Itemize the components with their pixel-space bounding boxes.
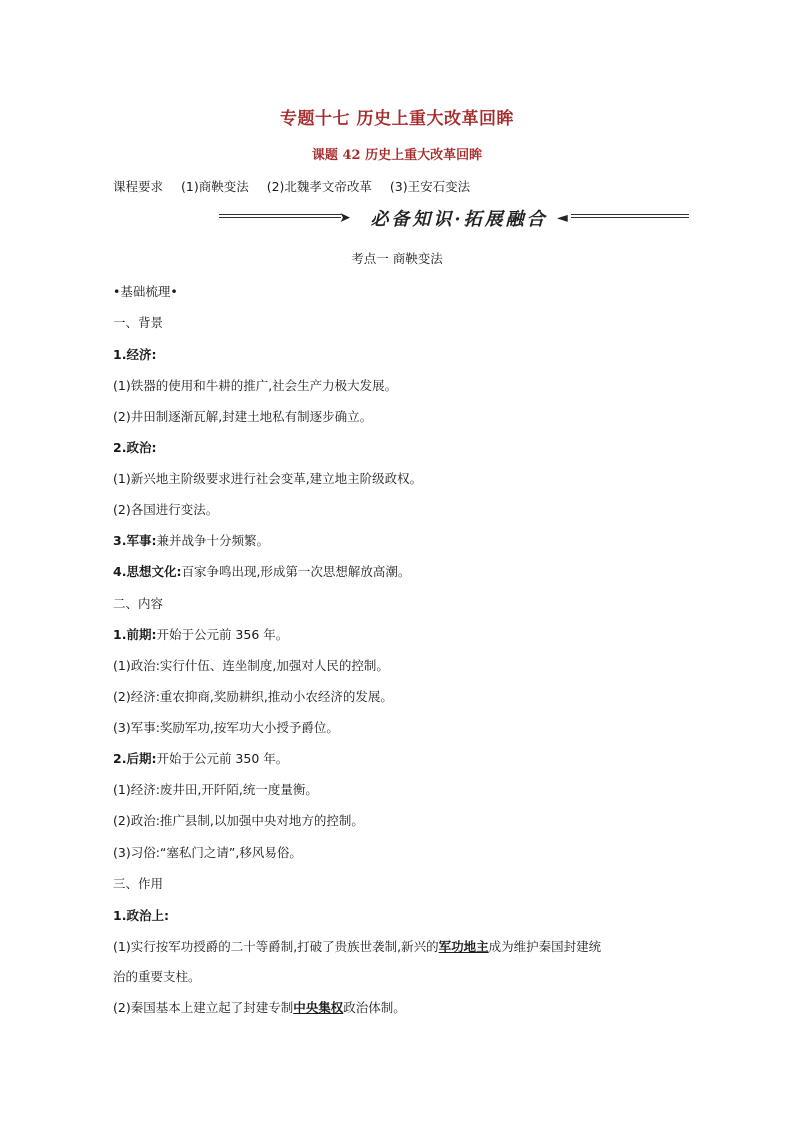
effect-1-text-a: (1)实行按军功授爵的二十等爵制,打破了贵族世袭制,新兴的 — [113, 939, 439, 954]
banner-rule-right — [571, 214, 689, 218]
politics-label: 2.政治: — [113, 440, 157, 455]
page-subtitle: 课题 42 历史上重大改革回眸 — [311, 148, 483, 163]
banner-text: 必备知识·拓展融合 — [370, 209, 548, 230]
late-line — [113, 749, 288, 767]
economy-label: 1.经济: — [113, 347, 157, 362]
late-text: 开始于公元前 350 年。 — [156, 751, 289, 766]
banner-rule-left — [219, 214, 341, 218]
thought-line — [113, 562, 410, 580]
early-label: 1.前期: — [113, 627, 157, 642]
economy-item-2: (2)井田制逐渐瓦解,封建土地私有制逐步确立。 — [113, 409, 373, 424]
effect-2-keyword: 中央集权 — [293, 1000, 344, 1015]
late-item-3: (3)习俗:“塞私门之请”,移风易俗。 — [113, 845, 302, 860]
effect-item-1 — [113, 937, 601, 955]
section-heading: 一、背景 — [113, 315, 164, 330]
economy-item-1: (1)铁器的使用和牛耕的推广,社会生产力极大发展。 — [113, 378, 398, 393]
politics-item-2: (2)各国进行变法。 — [113, 502, 219, 517]
effect-item-2 — [113, 998, 406, 1016]
early-item-2: (2)经济:重农抑商,奖励耕织,推动小农经济的发展。 — [113, 689, 393, 704]
late-item-2: (2)政治:推广县制,以加强中央对地方的控制。 — [113, 813, 364, 828]
thought-text: 百家争鸣出现,形成第一次思想解放高潮。 — [181, 564, 411, 579]
section-banner — [219, 205, 689, 235]
basics-label: •基础梳理• — [113, 284, 178, 299]
military-text: 兼并战争十分频繁。 — [156, 533, 269, 548]
section-heading: 二、内容 — [113, 596, 164, 611]
early-item-1: (1)政治:实行什伍、连坐制度,加强对人民的控制。 — [113, 658, 389, 673]
requirement-item: (1)商鞅变法 — [181, 179, 249, 194]
requirement-item: (3)王安石变法 — [389, 179, 471, 194]
banner-arrow-right-icon: ➤ — [339, 210, 351, 226]
military-label: 3.军事: — [113, 533, 157, 548]
page-title: 专题十七 历史上重大改革回眸 — [280, 109, 514, 129]
kaodian-heading: 考点一 商鞅变法 — [351, 251, 443, 266]
early-line — [113, 625, 288, 643]
effect-2-text-a: (2)秦国基本上建立起了封建专制 — [113, 1000, 294, 1015]
thought-label: 4.思想文化: — [113, 564, 182, 579]
effect-item-1-cont: 治的重要支柱。 — [113, 969, 201, 984]
effect-2-text-b: 政治体制。 — [343, 1000, 406, 1015]
course-requirements — [113, 177, 484, 195]
requirements-label: 课程要求 — [113, 179, 164, 194]
politics-effect-label: 1.政治上: — [113, 908, 169, 923]
late-item-1: (1)经济:废井田,开阡陌,统一度量衡。 — [113, 782, 318, 797]
early-item-3: (3)军事:奖励军功,按军功大小授予爵位。 — [113, 720, 339, 735]
effect-1-keyword: 军功地主 — [438, 939, 489, 954]
banner-arrow-left-icon: ◄ — [557, 210, 568, 226]
effect-1-text-b: 成为维护秦国封建统 — [488, 939, 602, 954]
late-label: 2.后期: — [113, 751, 157, 766]
requirement-item: (2)北魏孝文帝改革 — [266, 179, 372, 194]
politics-item-1: (1)新兴地主阶级要求进行社会变革,建立地主阶级政权。 — [113, 471, 423, 486]
section-heading: 三、作用 — [113, 876, 164, 891]
early-text: 开始于公元前 356 年。 — [156, 627, 289, 642]
military-line — [113, 531, 269, 549]
